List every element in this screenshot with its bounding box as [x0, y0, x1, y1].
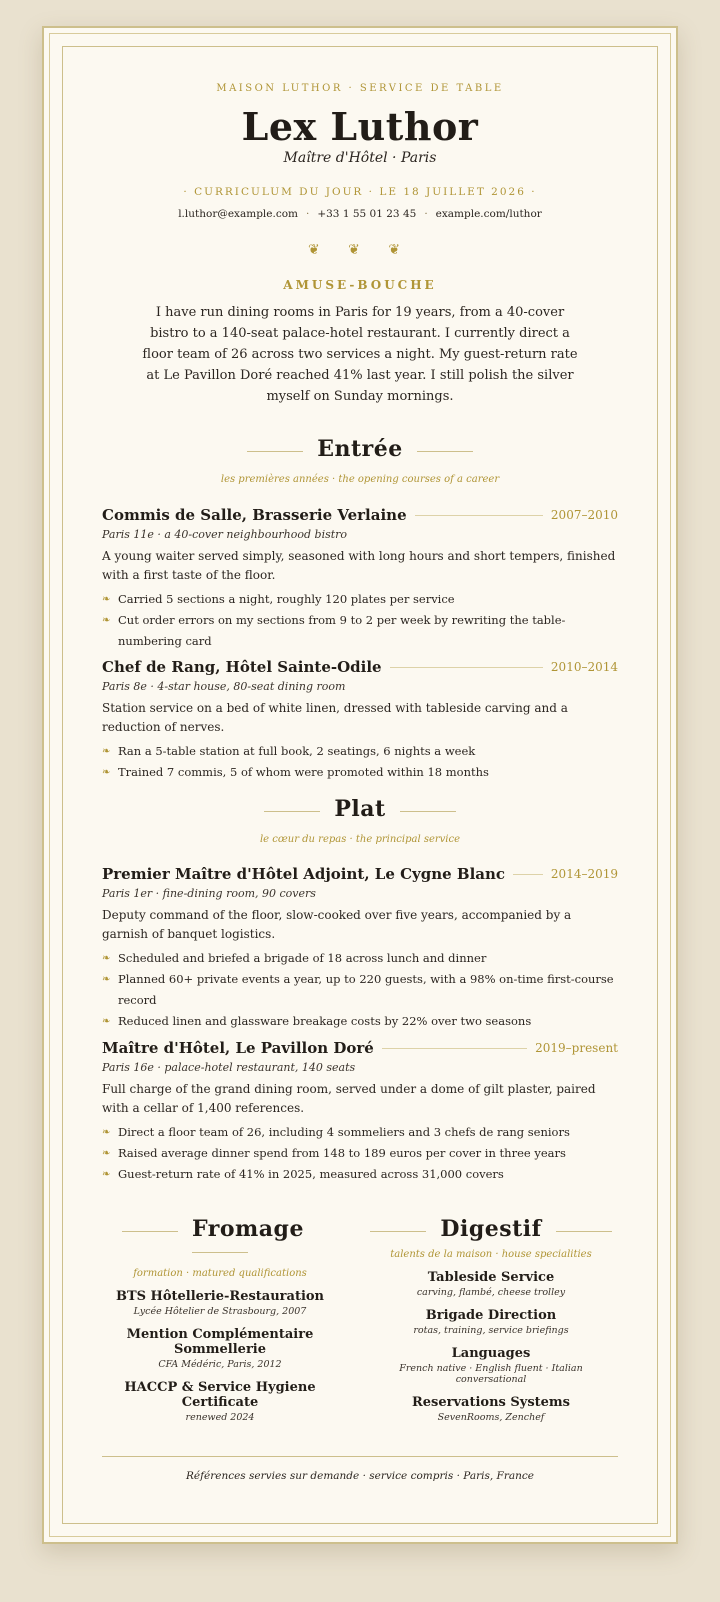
job-entry	[102, 505, 618, 652]
bullet-item: ❧ Guest-return rate of 41% in 2025, measured across 31,000 covers	[102, 1164, 618, 1185]
digestif-column	[366, 1216, 616, 1423]
dateline: · CURRICULUM DU JOUR · LE 18 JUILLET 2026 ·	[183, 186, 537, 198]
section-subtitle-entree: les premières années · the opening courses of a career	[220, 474, 500, 485]
section-title-plat: Plat	[334, 796, 386, 822]
fleuron-ornament-icon: ❦ ❦ ❦	[307, 242, 413, 258]
email-link[interactable]: l.luthor@example.com	[178, 208, 298, 220]
contact-separator: ·	[424, 208, 428, 220]
section-title-entree: Entrée	[317, 436, 403, 462]
heading-rule	[417, 451, 473, 452]
item-title: Mention Complémentaire Sommellerie	[126, 1327, 314, 1357]
bullet-item: ❧ Direct a floor team of 26, including 4 sommeliers and 3 chefs de rang seniors	[102, 1122, 618, 1143]
job-description: Station service on a bed of white linen, dressed with tableside carving and a reduction of nerves.	[102, 701, 568, 734]
job-entry	[102, 864, 618, 1032]
job-rule	[415, 515, 543, 516]
card-content	[102, 28, 618, 1546]
job-dates: 2007–2010	[550, 508, 618, 522]
house-name: MAISON LUTHOR · SERVICE DE TABLE	[216, 83, 504, 94]
fromage-column	[95, 1216, 345, 1423]
section-subtitle-fromage: formation · matured qualifications	[133, 1268, 307, 1279]
job-dates: 2014–2019	[550, 867, 618, 881]
bullet-leaf-icon: ❧	[102, 615, 111, 626]
resume-card	[42, 26, 678, 1544]
section-heading-plat	[102, 796, 618, 822]
job-bullets	[102, 741, 618, 783]
section-heading-fromage	[95, 1216, 345, 1261]
job-place: Paris 1er · fine-dining room, 90 covers	[102, 887, 316, 900]
job-rule	[382, 1048, 527, 1049]
summary-text: I have run dining rooms in Paris for 19 years, from a 40-cover bistro to a 140-seat palace-hotel restaurant. I currently direct a floor team of 26 across two services a night. My guest-return rate at Le Pavillon Doré reached 41% last year. I still polish the silver myself on Sunday mornings.	[142, 305, 578, 404]
item-title: BTS Hôtellerie-Restauration	[115, 1289, 325, 1304]
item-detail: CFA Médéric, Paris, 2012	[158, 1359, 282, 1370]
bullet-item: ❧ Trained 7 commis, 5 of whom were promoted within 18 months	[102, 762, 618, 783]
bullet-item: ❧ Raised average dinner spend from 148 to 189 euros per cover in three years	[102, 1143, 618, 1164]
bullet-item: ❧ Planned 60+ private events a year, up to 220 guests, with a 98% on-time first-course record	[102, 969, 618, 1011]
heading-rule	[400, 811, 456, 812]
bullet-leaf-icon: ❧	[102, 1169, 111, 1180]
bullet-item: ❧ Reduced linen and glassware breakage costs by 22% over two seasons	[102, 1011, 618, 1032]
bullet-item: ❧ Cut order errors on my sections from 9 to 2 per week by rewriting the table-numbering card	[102, 610, 618, 652]
skill-item	[366, 1270, 616, 1298]
item-title: Languages	[451, 1346, 531, 1361]
person-name: Lex Luthor	[241, 104, 479, 149]
item-detail: Lycée Hôtelier de Strasbourg, 2007	[133, 1306, 307, 1317]
section-heading-entree	[102, 436, 618, 462]
job-dates: 2019–present	[535, 1041, 618, 1055]
education-item	[95, 1380, 345, 1423]
item-detail: rotas, training, service briefings	[413, 1325, 569, 1336]
contact-separator: ·	[305, 208, 310, 220]
job-entry	[102, 1038, 618, 1185]
job-dates: 2010–2014	[550, 660, 618, 674]
skill-item	[366, 1395, 616, 1423]
job-rule	[390, 667, 543, 668]
job-description: A young waiter served simply, seasoned with long hours and short tempers, finished with a first taste of the floor.	[102, 549, 616, 582]
job-title: Chef de Rang, Hôtel Sainte-Odile	[102, 658, 382, 676]
bullet-leaf-icon: ❧	[102, 974, 111, 985]
bullet-leaf-icon: ❧	[102, 1016, 111, 1027]
education-item	[95, 1289, 345, 1317]
section-title-amuse: AMUSE-BOUCHE	[283, 278, 437, 292]
item-title: HACCP & Service Hygiene Certificate	[124, 1380, 316, 1410]
bullet-leaf-icon: ❧	[102, 953, 111, 964]
heading-rule	[556, 1231, 612, 1232]
footer-divider	[102, 1456, 618, 1457]
phone-number[interactable]: +33 1 55 01 23 45	[317, 208, 417, 220]
job-place: Paris 8e · 4-star house, 80-seat dining room	[102, 680, 346, 693]
job-description: Full charge of the grand dining room, served under a dome of gilt plaster, paired with a cellar of 1,400 references.	[102, 1082, 596, 1115]
skill-item	[366, 1308, 616, 1336]
bullet-item: ❧ Ran a 5-table station at full book, 2 seatings, 6 nights a week	[102, 741, 618, 762]
item-title: Reservations Systems	[411, 1395, 570, 1410]
bullet-leaf-icon: ❧	[102, 746, 111, 757]
job-place: Paris 11e · a 40-cover neighbourhood bistro	[102, 528, 348, 541]
heading-rule	[192, 1252, 248, 1253]
education-item	[95, 1327, 345, 1370]
skill-item	[366, 1346, 616, 1385]
website-link[interactable]: example.com/luthor	[435, 208, 542, 220]
contact-line	[102, 208, 618, 220]
heading-rule	[122, 1231, 178, 1232]
section-subtitle-digestif: talents de la maison · house specialities	[390, 1249, 592, 1260]
section-heading-digestif	[366, 1216, 616, 1242]
bullet-leaf-icon: ❧	[102, 1148, 111, 1159]
heading-rule	[247, 451, 303, 452]
item-detail: SevenRooms, Zenchef	[437, 1412, 545, 1423]
footer-note: Références servies sur demande · service compris · Paris, France	[186, 1470, 534, 1482]
heading-rule	[370, 1231, 426, 1232]
job-title: Premier Maître d'Hôtel Adjoint, Le Cygne Blanc	[102, 865, 506, 883]
bullet-leaf-icon: ❧	[102, 594, 111, 605]
job-rule	[513, 874, 543, 875]
job-description: Deputy command of the floor, slow-cooked over five years, accompanied by a garnish of banquet logistics.	[102, 908, 572, 941]
section-title-fromage: Fromage	[192, 1216, 304, 1242]
item-title: Tableside Service	[427, 1270, 555, 1285]
bullet-item: ❧ Scheduled and briefed a brigade of 18 across lunch and dinner	[102, 948, 618, 969]
job-title: Maître d'Hôtel, Le Pavillon Doré	[102, 1039, 374, 1057]
job-subtitle: Maître d'Hôtel · Paris	[283, 150, 437, 166]
job-place: Paris 16e · palace-hotel restaurant, 140 seats	[102, 1061, 356, 1074]
job-bullets	[102, 1122, 618, 1185]
bullet-leaf-icon: ❧	[102, 1127, 111, 1138]
heading-rule	[264, 811, 320, 812]
section-subtitle-plat: le cœur du repas · the principal service	[259, 834, 461, 845]
job-bullets	[102, 948, 618, 1032]
section-title-digestif: Digestif	[440, 1216, 542, 1242]
job-entry	[102, 657, 618, 783]
job-title: Commis de Salle, Brasserie Verlaine	[102, 506, 407, 524]
bullet-leaf-icon: ❧	[102, 767, 111, 778]
item-detail: renewed 2024	[185, 1412, 255, 1423]
item-title: Brigade Direction	[425, 1308, 557, 1323]
item-detail: carving, flambé, cheese trolley	[416, 1287, 566, 1298]
job-bullets	[102, 589, 618, 652]
item-detail: French native · English fluent · Italian conversational	[399, 1363, 583, 1385]
bullet-item: ❧ Carried 5 sections a night, roughly 120 plates per service	[102, 589, 618, 610]
